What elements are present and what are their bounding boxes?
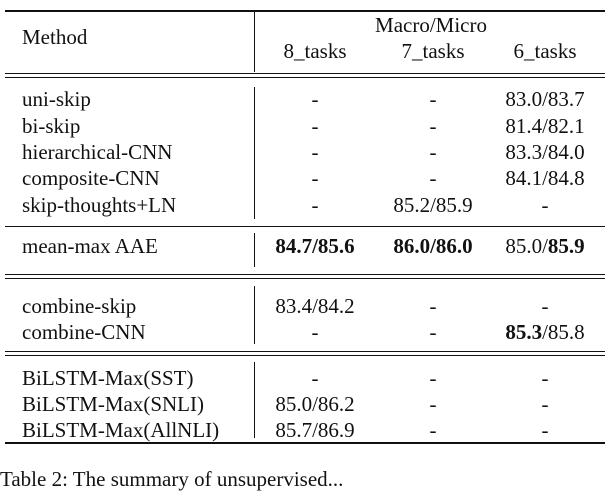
row-cell: -	[429, 166, 437, 190]
row-method: skip-thoughts+LN	[22, 193, 177, 217]
vline-header	[254, 12, 255, 72]
group-header: Macro/Micro	[375, 13, 487, 37]
col-header-7: 7_tasks	[401, 39, 465, 63]
row-cell: -	[429, 392, 437, 416]
row-method: combine-CNN	[22, 320, 146, 344]
row-cell: -	[541, 392, 549, 416]
row-method: BiLSTM-Max(AllNLI)	[22, 418, 220, 442]
row-cell: -	[429, 366, 437, 390]
row-cell: -	[541, 366, 549, 390]
row-cell: -	[311, 320, 319, 344]
vline-s1	[254, 87, 255, 219]
table-caption: Table 2: The summary of unsupervised...	[0, 467, 344, 491]
row-cell	[488, 233, 602, 259]
section-rule-2a	[5, 274, 605, 275]
row-cell	[373, 233, 493, 259]
header-rule-1	[5, 73, 605, 74]
col-header-6: 6_tasks	[513, 39, 577, 63]
row-method: combine-skip	[22, 294, 137, 318]
header-rule-2	[5, 77, 605, 78]
section-rule-3b	[5, 355, 605, 356]
row-method: mean-max AAE	[22, 234, 158, 258]
row-cell: 85.0/86.2	[275, 392, 355, 416]
row-cell: -	[311, 87, 319, 111]
row-cell: -	[541, 193, 549, 217]
row-cell: 85.7/86.9	[275, 418, 355, 442]
row-cell: -	[429, 140, 437, 164]
row-cell: 83.0/83.7	[505, 87, 585, 111]
row-method: hierarchical-CNN	[22, 140, 173, 164]
row-method: composite-CNN	[22, 166, 160, 190]
row-cell: 84.1/84.8	[505, 166, 585, 190]
section-rule-1	[5, 226, 605, 227]
row-method: BiLSTM-Max(SST)	[22, 366, 194, 390]
vline-s4	[254, 362, 255, 438]
row-cell: -	[311, 193, 319, 217]
row-cell: -	[429, 294, 437, 318]
row-cell: 81.4/82.1	[505, 114, 585, 138]
bold-value: 84.7/85.6	[275, 234, 355, 258]
row-method: uni-skip	[22, 87, 91, 111]
row-cell: -	[429, 418, 437, 442]
row-cell: -	[311, 366, 319, 390]
row-cell: -	[311, 166, 319, 190]
vline-s2	[254, 233, 255, 267]
row-cell: 85.2/85.9	[393, 193, 473, 217]
plain-value: 85.0/	[505, 234, 548, 258]
row-cell: -	[311, 114, 319, 138]
bold-value: 85.9	[547, 234, 585, 258]
row-method: BiLSTM-Max(SNLI)	[22, 392, 204, 416]
row-cell: -	[311, 140, 319, 164]
section-rule-2b	[5, 278, 605, 279]
vline-s3	[254, 286, 255, 344]
row-cell: -	[429, 320, 437, 344]
row-cell: 83.4/84.2	[275, 294, 355, 318]
col-header-8: 8_tasks	[283, 39, 347, 63]
row-cell: -	[541, 294, 549, 318]
row-cell: -	[541, 418, 549, 442]
bold-value: 85.3	[505, 320, 543, 344]
row-cell: -	[429, 114, 437, 138]
row-cell: -	[429, 87, 437, 111]
row-cell	[260, 233, 370, 259]
row-method: bi-skip	[22, 114, 81, 138]
row-cell: 83.3/84.0	[505, 140, 585, 164]
row-cell	[488, 319, 602, 345]
bold-value: 86.0/86.0	[393, 234, 473, 258]
plain-value: /85.8	[542, 320, 585, 344]
section-rule-3a	[5, 351, 605, 352]
method-header: Method	[22, 25, 88, 49]
